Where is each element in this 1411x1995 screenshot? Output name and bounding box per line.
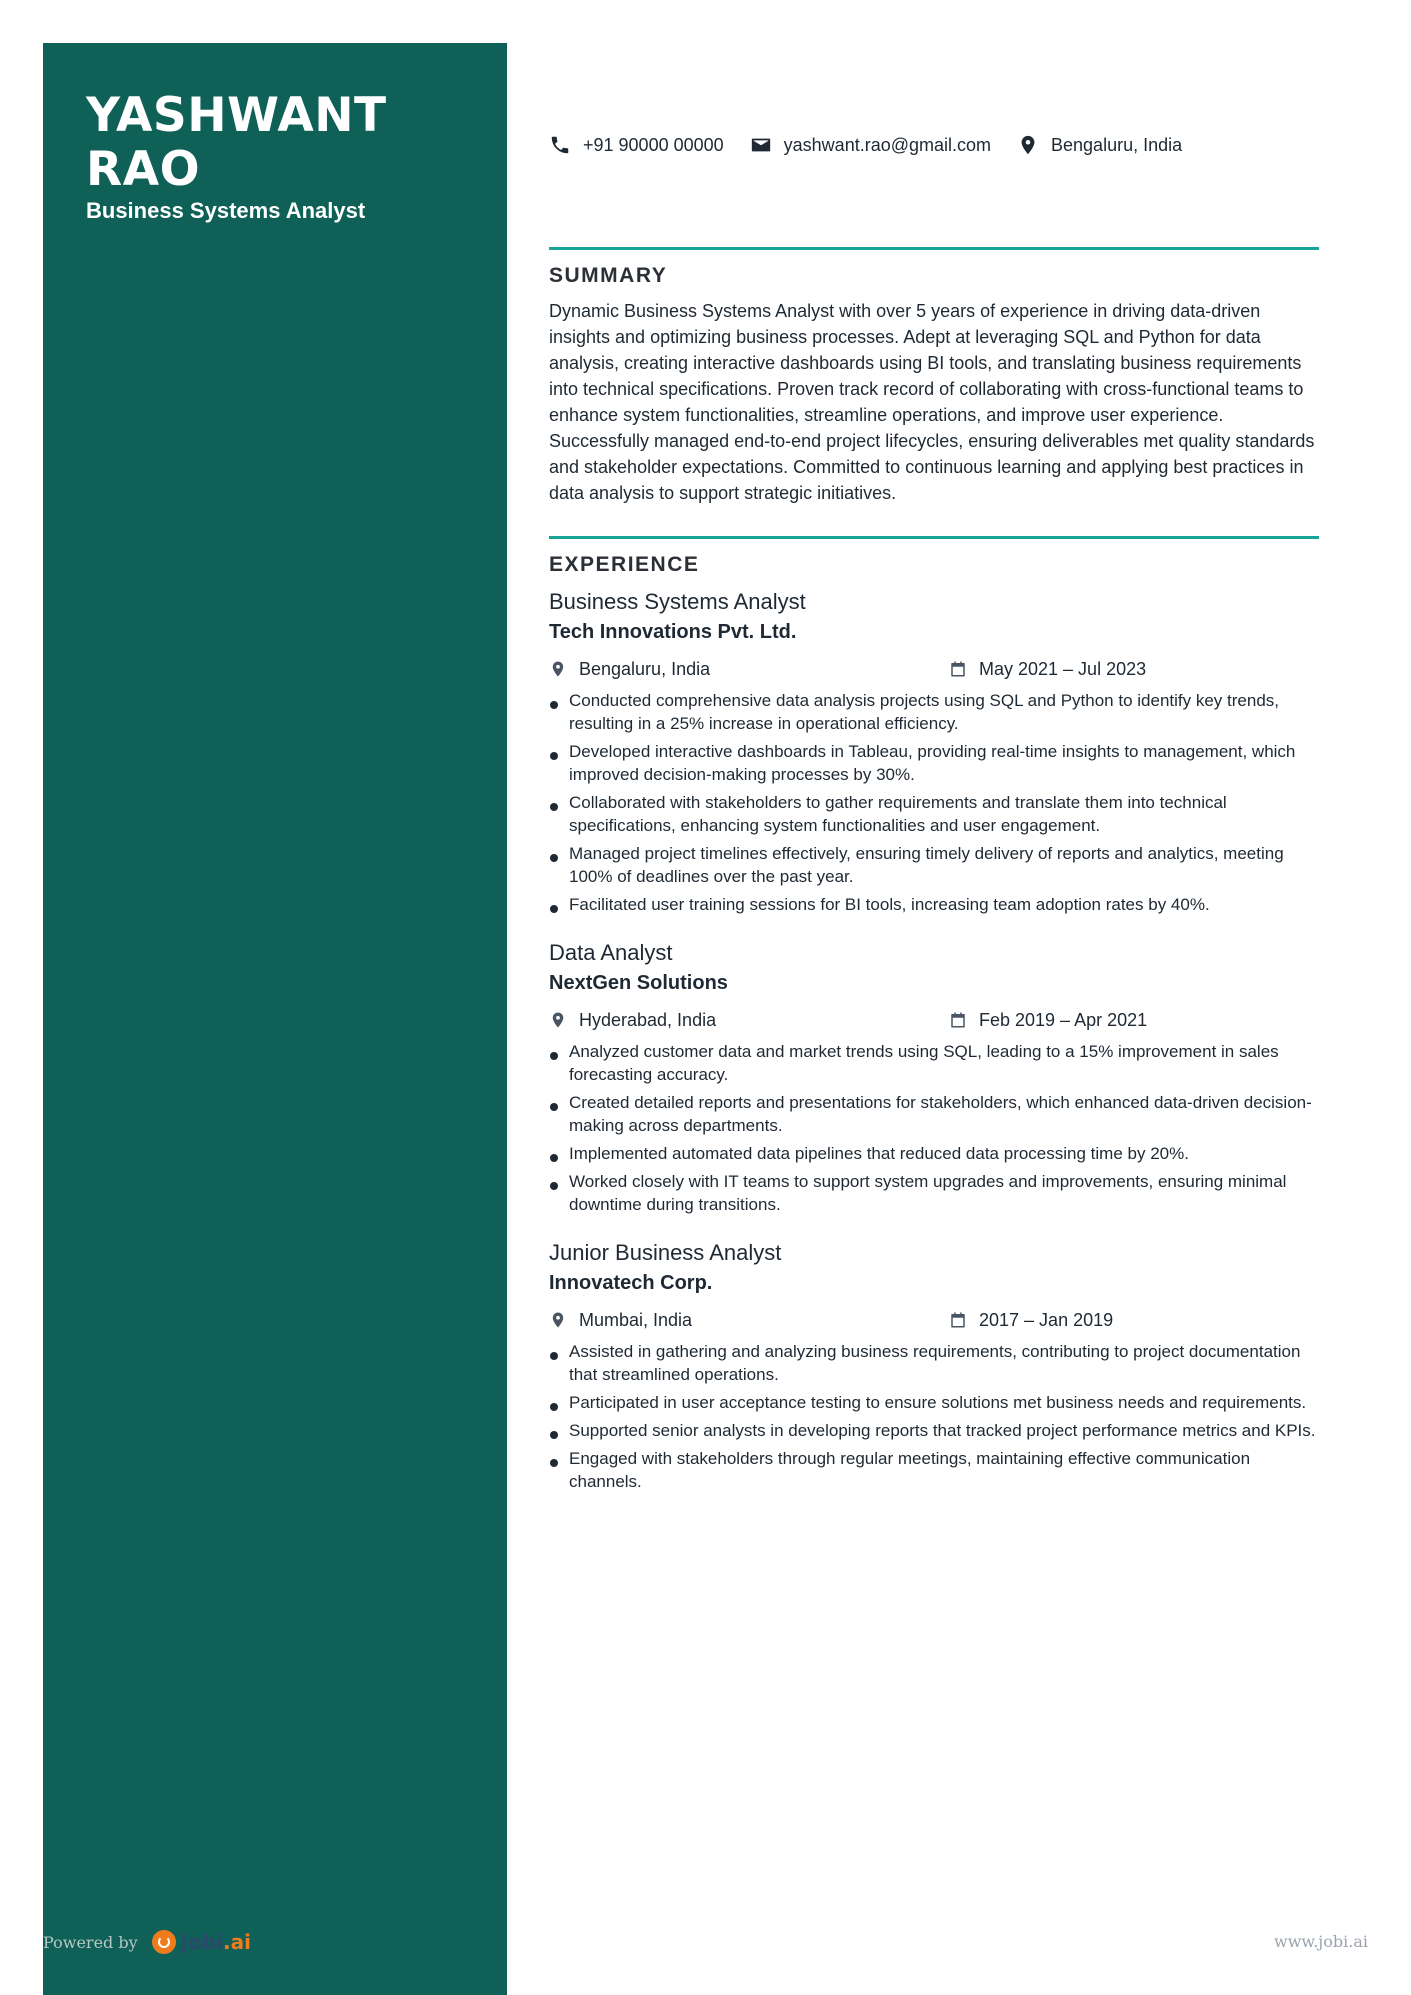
job-location-text: Bengaluru, India <box>579 658 711 679</box>
job-title: Junior Business Analyst <box>549 1240 782 1265</box>
job-bullets <box>549 689 1319 916</box>
job-meta <box>549 1006 1319 1034</box>
job-location-text: Hyderabad, India <box>579 1009 717 1030</box>
sidebar-panel <box>43 43 507 1995</box>
job-meta <box>549 655 1319 683</box>
calendar-icon <box>949 660 967 678</box>
job-dates <box>949 659 1146 680</box>
job-company: NextGen Solutions <box>549 972 728 994</box>
logo-text-main: Jobi <box>180 1930 223 1954</box>
location-pin-icon <box>1017 134 1039 156</box>
job-bullets <box>549 1040 1319 1216</box>
job-title: Data Analyst <box>549 940 673 965</box>
section-divider <box>549 247 1319 250</box>
email-address[interactable]: yashwant.rao@gmail.com <box>783 134 992 155</box>
powered-by-label: Powered by <box>43 1932 138 1952</box>
job-dates <box>949 1310 1113 1331</box>
candidate-name <box>86 89 387 197</box>
job-meta <box>549 1306 1319 1334</box>
job-entry <box>549 1238 1319 1493</box>
list-item: Created detailed reports and presentations for stakeholders, which enhanced data-driven decision-making across departments. <box>549 1091 1319 1137</box>
candidate-headline: Business Systems Analyst <box>86 198 366 223</box>
list-item: Analyzed customer data and market trends using SQL, leading to a 15% improvement in sales forecasting accuracy. <box>549 1040 1319 1086</box>
name-last: RAO <box>86 142 201 197</box>
job-bullets <box>549 1340 1319 1493</box>
job-location <box>549 1010 949 1031</box>
calendar-icon <box>949 1311 967 1329</box>
location-pin-icon <box>549 1010 567 1030</box>
jobi-logo-icon <box>152 1930 176 1954</box>
section-divider <box>549 536 1319 539</box>
job-entry <box>549 587 1319 916</box>
list-item: Facilitated user training sessions for BI tools, increasing team adoption rates by 40%. <box>549 893 1319 916</box>
main-content <box>549 247 1319 1515</box>
list-item: Supported senior analysts in developing reports that tracked project performance metrics and KPIs. <box>549 1419 1319 1442</box>
jobi-logo[interactable] <box>152 1930 251 1954</box>
list-item: Assisted in gathering and analyzing business requirements, contributing to project documentation that streamlined operations. <box>549 1340 1319 1386</box>
location-text: Bengaluru, India <box>1051 134 1183 155</box>
list-item: Implemented automated data pipelines that reduced data processing time by 20%. <box>549 1142 1319 1165</box>
job-title: Business Systems Analyst <box>549 589 806 614</box>
list-item: Developed interactive dashboards in Tableau, providing real-time insights to management, which improved decision-making processes by 30%. <box>549 740 1319 786</box>
job-dates-text: May 2021 – Jul 2023 <box>979 658 1147 679</box>
calendar-icon <box>949 1011 967 1029</box>
footer-site-link[interactable]: www.jobi.ai <box>1274 1932 1368 1951</box>
contact-email <box>750 134 991 156</box>
list-item: Collaborated with stakeholders to gather requirements and translate them into technical specifications, enhancing system functionalities and user engagement. <box>549 791 1319 837</box>
powered-by-footer <box>43 1930 251 1954</box>
list-item: Engaged with stakeholders through regular meetings, maintaining effective communication channels. <box>549 1447 1319 1493</box>
contact-bar <box>549 130 1208 160</box>
job-dates <box>949 1010 1147 1031</box>
job-dates-text: 2017 – Jan 2019 <box>979 1309 1114 1330</box>
summary-text: Dynamic Business Systems Analyst with over 5 years of experience in driving data-driven insights and optimizing business processes. Adept at leveraging SQL and Python for data analysis, creating interactive dashboards using BI tools, and translating business requirements into technical specifications. Proven track record of collaborating with cross-functional teams to enhance system functionalities, streamline operations, and improve user experience. Successfully managed end-to-end project lifecycles, ensuring deliverables met quality standards and stakeholder expectations. Committed to continuous learning and applying best practices in data analysis to support strategic initiatives. <box>549 301 1315 503</box>
job-location-text: Mumbai, India <box>579 1309 693 1330</box>
location-pin-icon <box>549 659 567 679</box>
job-company: Innovatech Corp. <box>549 1272 713 1294</box>
experience-heading: EXPERIENCE <box>549 553 700 576</box>
logo-text-accent: .ai <box>223 1930 251 1954</box>
job-company: Tech Innovations Pvt. Ltd. <box>549 621 797 643</box>
phone-number[interactable]: +91 90000 00000 <box>583 134 724 155</box>
summary-heading: SUMMARY <box>549 264 668 287</box>
job-location <box>549 659 949 680</box>
contact-phone <box>549 134 724 156</box>
job-location <box>549 1310 949 1331</box>
list-item: Managed project timelines effectively, ensuring timely delivery of reports and analytics, meeting 100% of deadlines over the past year. <box>549 842 1319 888</box>
list-item: Worked closely with IT teams to support system upgrades and improvements, ensuring minimal downtime during transitions. <box>549 1170 1319 1216</box>
list-item: Conducted comprehensive data analysis projects using SQL and Python to identify key trends, resulting in a 25% increase in operational efficiency. <box>549 689 1319 735</box>
contact-location <box>1017 134 1182 156</box>
location-pin-icon <box>549 1310 567 1330</box>
list-item: Participated in user acceptance testing to ensure solutions met business needs and requirements. <box>549 1391 1319 1414</box>
email-icon <box>750 134 772 156</box>
phone-icon <box>549 134 571 156</box>
job-entry <box>549 938 1319 1216</box>
name-first: YASHWANT <box>86 88 387 143</box>
job-dates-text: Feb 2019 – Apr 2021 <box>979 1009 1148 1030</box>
